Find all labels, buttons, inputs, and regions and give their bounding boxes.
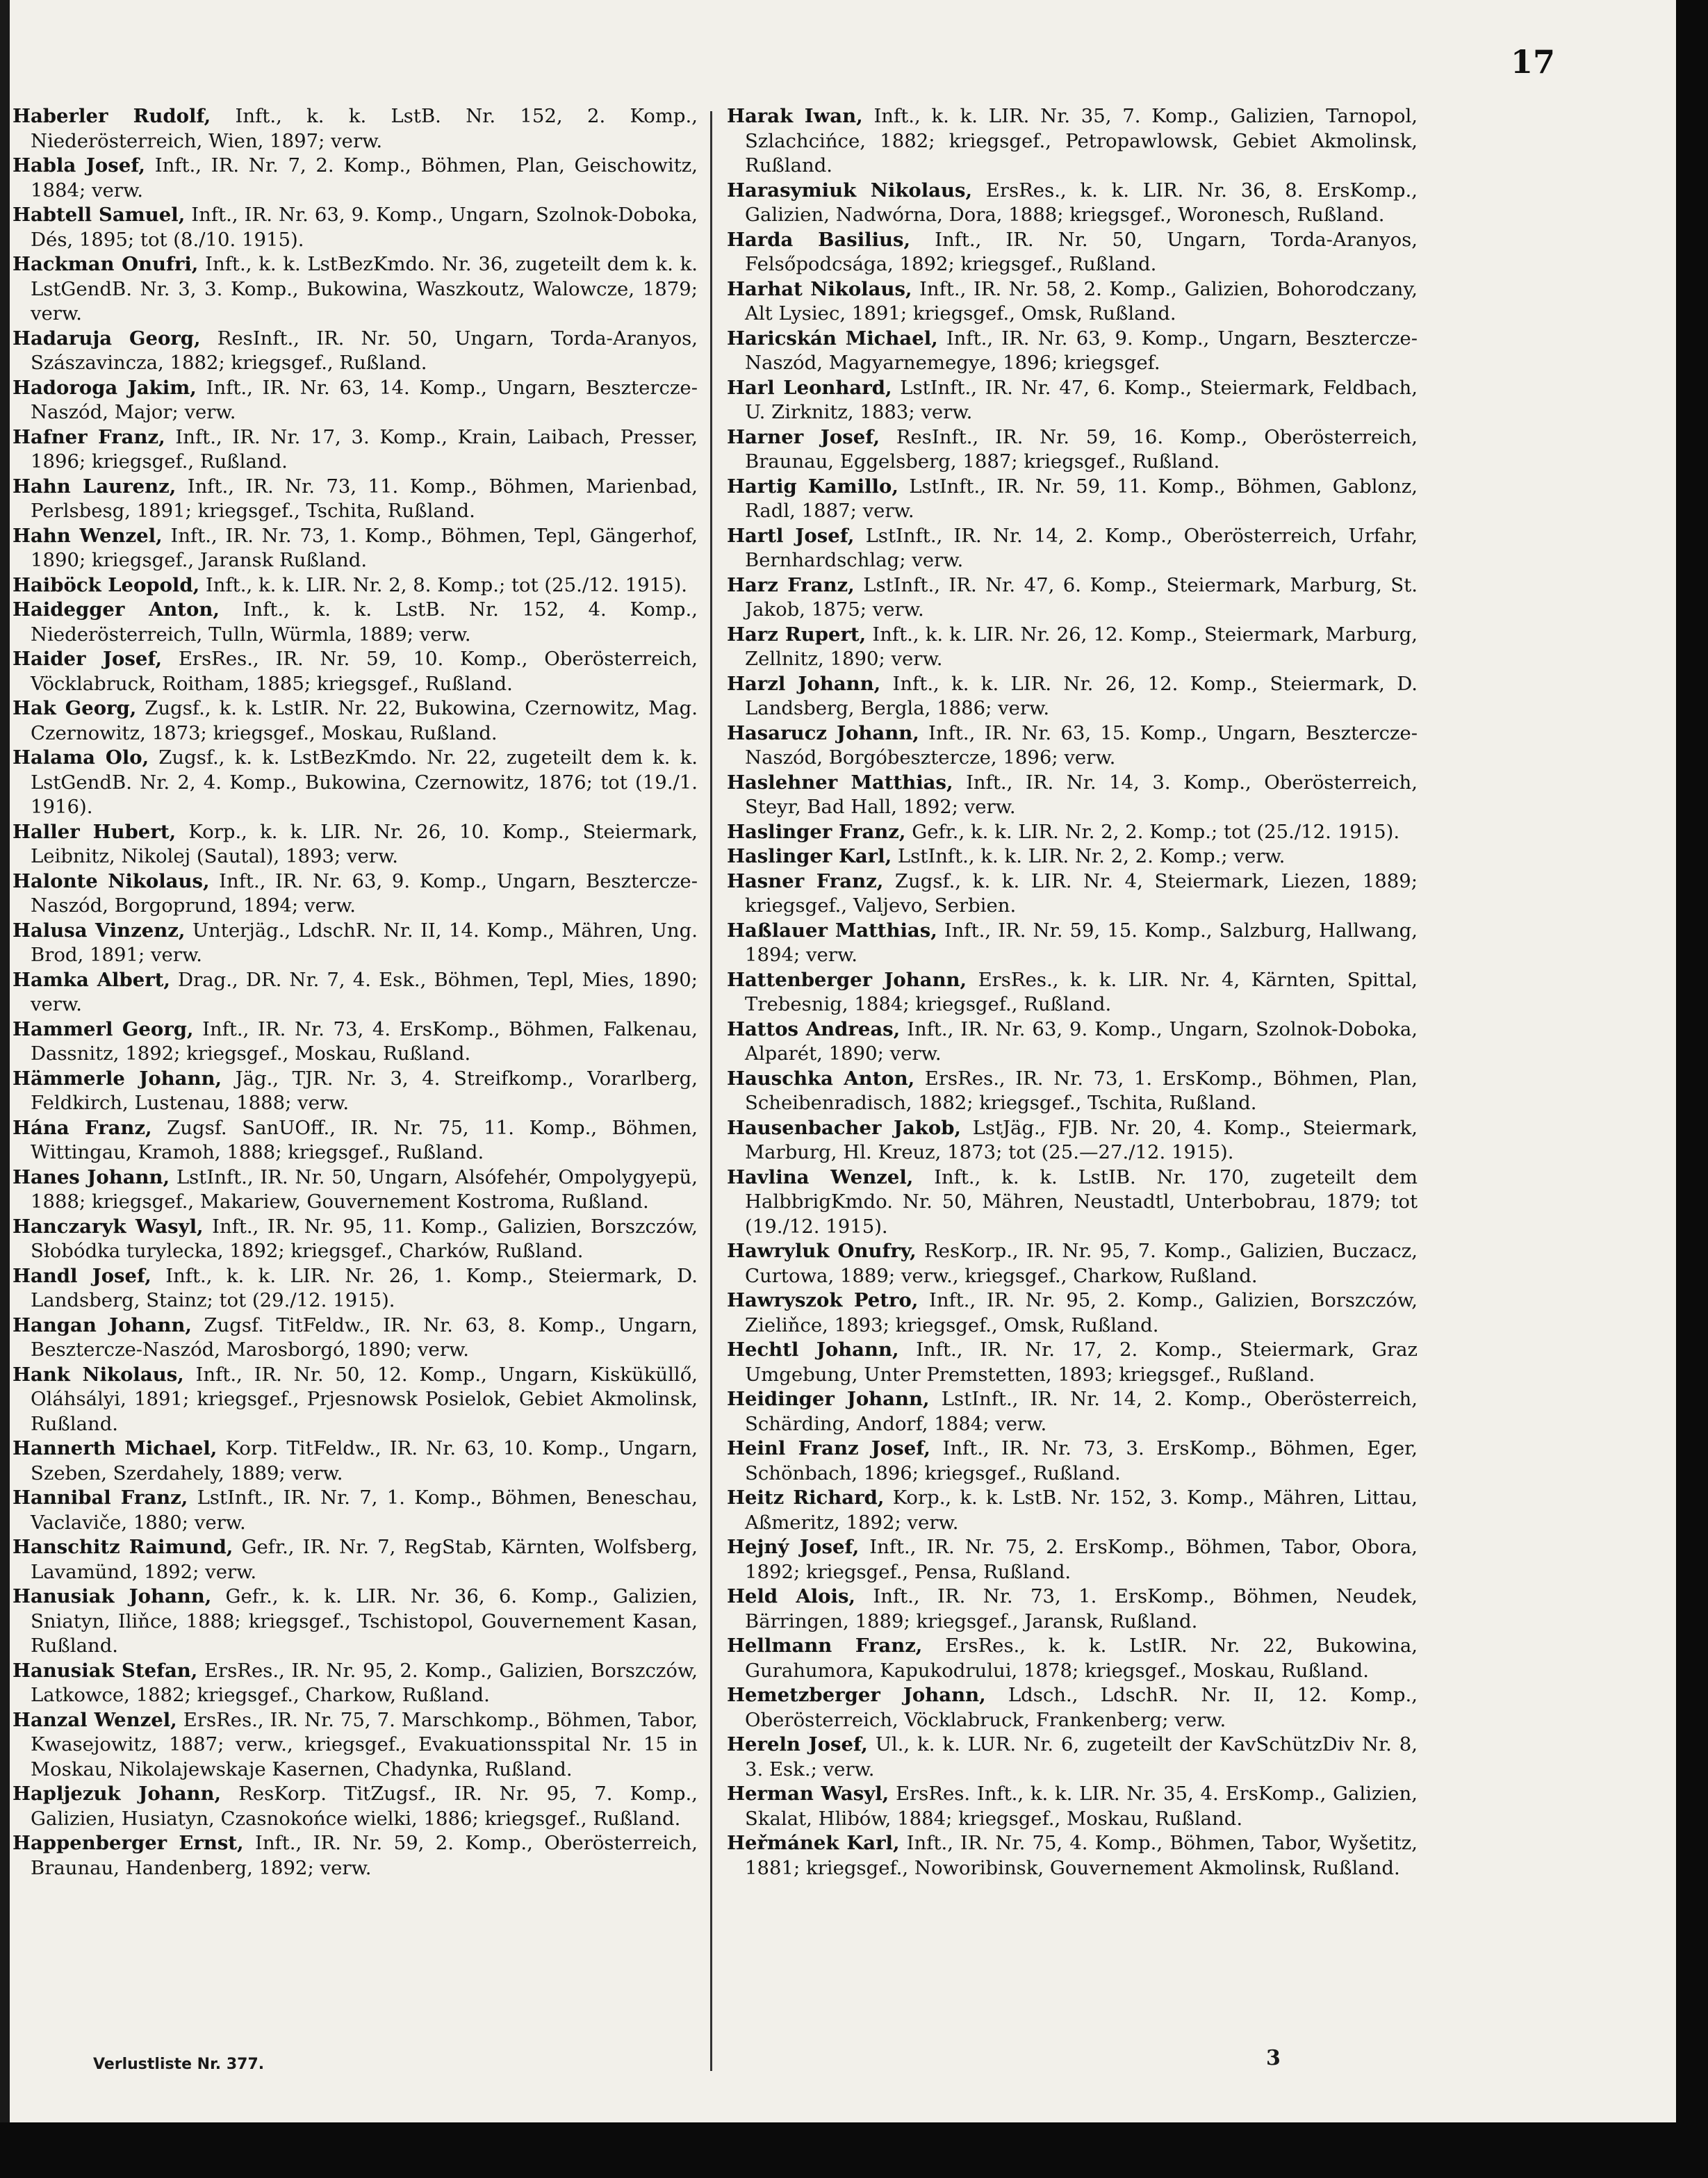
entry-details: Inft., IR. Nr. 50, Ungarn, Torda-Aranyos, Felsőpodcsága, 1892; kriegsgef., Rußland. bbox=[745, 228, 1418, 275]
entry-name: Heinl Franz Josef, bbox=[727, 1437, 931, 1459]
entry-details: Inft., k. k. LstB. Nr. 152, 4. Komp., Niederösterreich, Tulln, Würmla, 1889; verw. bbox=[31, 598, 698, 646]
entry-details: Inft., k. k. LstBezKmdo. Nr. 36, zugeteilt dem k. k. LstGendB. Nr. 3, 3. Komp., Bukowina, Waszkoutz, Walowcze, 1879; verw. bbox=[31, 253, 698, 325]
list-entry bbox=[727, 1017, 1418, 1067]
list-entry bbox=[727, 1288, 1418, 1338]
entry-name: Habla Josef, bbox=[13, 154, 145, 177]
entry-details: Inft., IR. Nr. 73, 1. ErsKomp., Böhmen, Neudek, Bärringen, 1889; kriegsgef., Jaransk, Rußland. bbox=[745, 1585, 1418, 1632]
list-entry bbox=[727, 844, 1418, 869]
entry-details: Inft., IR. Nr. 73, 11. Komp., Böhmen, Marienbad, Perlsbesg, 1891; kriegsgef., Tschita, Rußland. bbox=[31, 475, 698, 522]
column-divider bbox=[710, 111, 712, 2071]
entry-name: Hanczaryk Wasyl, bbox=[13, 1215, 204, 1238]
entry-details: Korp. TitFeldw., IR. Nr. 63, 10. Komp., Ungarn, Szeben, Szerdahely, 1889; verw. bbox=[31, 1437, 698, 1484]
entry-name: Halusa Vinzenz, bbox=[13, 919, 186, 942]
entry-name: Happenberger Ernst, bbox=[13, 1832, 244, 1854]
entry-details: Inft., IR. Nr. 63, 15. Komp., Ungarn, Besztercze-Naszód, Borgóbesztercze, 1896; verw. bbox=[745, 721, 1418, 769]
entry-name: Havlina Wenzel, bbox=[727, 1165, 914, 1188]
entry-details: ResInft., IR. Nr. 59, 16. Komp., Oberösterreich, Braunau, Eggelsberg, 1887; kriegsgef., Rußland. bbox=[745, 425, 1418, 473]
list-entry bbox=[727, 524, 1418, 573]
entry-details: Zugsf., k. k. LstBezKmdo. Nr. 22, zugeteilt dem k. k. LstGendB. Nr. 2, 4. Komp., Bukowina, Czernowitz, 1876; tot (19./1. 1916). bbox=[31, 746, 698, 818]
entry-name: Hanusiak Stefan, bbox=[13, 1659, 198, 1682]
entry-details: Korp., k. k. LstB. Nr. 152, 3. Komp., Mähren, Littau, Aßmeritz, 1892; verw. bbox=[745, 1487, 1418, 1534]
list-entry bbox=[727, 104, 1418, 179]
list-entry bbox=[727, 771, 1418, 820]
entry-details: ErsRes., IR. Nr. 73, 1. ErsKomp., Böhmen, Plan, Scheibenradisch, 1882; kriegsgef., Tschita, Rußland. bbox=[745, 1067, 1418, 1114]
list-entry bbox=[727, 1165, 1418, 1240]
list-entry bbox=[727, 820, 1418, 845]
entry-name: Hahn Laurenz, bbox=[13, 475, 176, 498]
entry-name: Haidegger Anton, bbox=[13, 598, 220, 621]
entry-name: Hellmann Franz, bbox=[727, 1635, 923, 1657]
list-entry bbox=[727, 1338, 1418, 1387]
list-entry bbox=[727, 1535, 1418, 1585]
entry-details: Ul., k. k. LUR. Nr. 6, zugeteilt der KavSchützDiv Nr. 8, 3. Esk.; verw. bbox=[745, 1733, 1418, 1780]
list-entry bbox=[13, 1017, 698, 1067]
entry-name: Haiböck Leopold, bbox=[13, 573, 200, 596]
right-column bbox=[727, 104, 1418, 2050]
entry-details: Inft., k. k. LstIB. Nr. 170, zugeteilt dem HalbbrigKmdo. Nr. 50, Mähren, Neustadtl, Unterbobrau, 1879; tot (19./12. 1915). bbox=[745, 1165, 1418, 1238]
entry-name: Haller Hubert, bbox=[13, 820, 176, 843]
entry-name: Hanschitz Raimund, bbox=[13, 1536, 233, 1558]
entry-details: ErsRes., IR. Nr. 95, 2. Komp., Galizien, Borszczów, Latkowce, 1882; kriegsgef., Charkow, Rußland. bbox=[31, 1659, 698, 1706]
entry-name: Harner Josef, bbox=[727, 425, 880, 448]
list-entry bbox=[727, 1683, 1418, 1733]
entry-details: ResKorp., IR. Nr. 95, 7. Komp., Galizien, Buczacz, Curtowa, 1889; verw., kriegsgef., Charkow, Rußland. bbox=[745, 1240, 1418, 1287]
entry-details: Inft., IR. Nr. 63, 14. Komp., Ungarn, Besztercze-Naszód, Major; verw. bbox=[31, 376, 698, 423]
entry-name: Haslehner Matthias, bbox=[727, 771, 953, 794]
entry-details: Drag., DR. Nr. 7, 4. Esk., Böhmen, Tepl, Mies, 1890; verw. bbox=[31, 968, 698, 1015]
entry-details: LstInft., IR. Nr. 47, 6. Komp., Steiermark, Marburg, St. Jakob, 1875; verw. bbox=[745, 573, 1418, 621]
entry-name: Hak Georg, bbox=[13, 697, 137, 719]
list-entry bbox=[727, 1116, 1418, 1165]
entry-details: Inft., k. k. LstB. Nr. 152, 2. Komp., Niederösterreich, Wien, 1897; verw. bbox=[31, 105, 698, 152]
entry-details: Inft., IR. Nr. 73, 3. ErsKomp., Böhmen, Eger, Schönbach, 1896; kriegsgef., Rußland. bbox=[745, 1437, 1418, 1484]
entry-details: ErsRes., IR. Nr. 59, 10. Komp., Oberösterreich, Vöcklabruck, Roitham, 1885; kriegsgef., Rußland. bbox=[31, 648, 698, 695]
list-entry bbox=[727, 376, 1418, 425]
list-entry bbox=[13, 1165, 698, 1215]
entry-details: Inft., k. k. LIR. Nr. 26, 1. Komp., Steiermark, D. Landsberg, Stainz; tot (29./12. 1915). bbox=[31, 1264, 698, 1311]
list-entry bbox=[727, 1067, 1418, 1116]
list-entry bbox=[13, 1313, 698, 1363]
entry-name: Hemetzberger Johann, bbox=[727, 1684, 986, 1706]
entry-details: Inft., IR. Nr. 59, 2. Komp., Oberösterreich, Braunau, Handenberg, 1892; verw. bbox=[31, 1832, 698, 1879]
list-entry bbox=[13, 1067, 698, 1116]
entry-name: Hadoroga Jakim, bbox=[13, 376, 197, 399]
entry-details: Inft., k. k. LIR. Nr. 26, 12. Komp., Steiermark, Marburg, Zellnitz, 1890; verw. bbox=[745, 623, 1418, 670]
entry-details: ErsRes., k. k. LstIR. Nr. 22, Bukowina, Gurahumora, Kapukodrului, 1878; kriegsgef., Moskau, Rußland. bbox=[745, 1635, 1418, 1682]
list-entry bbox=[13, 1831, 698, 1881]
entry-name: Hammerl Georg, bbox=[13, 1017, 194, 1040]
entry-name: Harz Rupert, bbox=[727, 623, 867, 646]
entry-name: Haßlauer Matthias, bbox=[727, 919, 937, 942]
entry-name: Hanusiak Johann, bbox=[13, 1585, 212, 1607]
entry-details: Ldsch., LdschR. Nr. II, 12. Komp., Oberösterreich, Vöcklabruck, Frankenberg; verw. bbox=[745, 1684, 1418, 1731]
entry-name: Hapljezuk Johann, bbox=[13, 1783, 222, 1805]
entry-name: Haider Josef, bbox=[13, 648, 163, 670]
entry-details: Inft., IR. Nr. 50, 12. Komp., Ungarn, Kisküküllő, Oláhsályi, 1891; kriegsgef., Prjesnowsk Posielok, Gebiet Akmolinsk, Rußland. bbox=[31, 1363, 698, 1435]
entry-details: Zugsf. SanUOff., IR. Nr. 75, 11. Komp., Böhmen, Wittingau, Kramoh, 1888; kriegsgef., Rußland. bbox=[31, 1116, 698, 1163]
list-entry bbox=[13, 1782, 698, 1831]
list-entry bbox=[727, 228, 1418, 277]
entry-name: Hartl Josef, bbox=[727, 524, 855, 547]
entry-name: Hahn Wenzel, bbox=[13, 524, 163, 547]
list-entry bbox=[727, 179, 1418, 228]
entry-details: Inft., IR. Nr. 14, 3. Komp., Oberösterreich, Steyr, Bad Hall, 1892; verw. bbox=[745, 771, 1418, 818]
entry-details: Inft., IR. Nr. 73, 4. ErsKomp., Böhmen, Falkenau, Dassnitz, 1892; kriegsgef., Moskau, Rußland. bbox=[31, 1017, 698, 1065]
entry-name: Heřmánek Karl, bbox=[727, 1832, 900, 1854]
entry-details: ErsRes., k. k. LIR. Nr. 36, 8. ErsKomp., Galizien, Nadwórna, Dora, 1888; kriegsgef., Woronesch, Rußland. bbox=[745, 179, 1418, 226]
entry-name: Hartig Kamillo, bbox=[727, 475, 898, 498]
entry-name: Halama Olo, bbox=[13, 746, 149, 769]
entry-details: Gefr., IR. Nr. 7, RegStab, Kärnten, Wolfsberg, Lavamünd, 1892; verw. bbox=[31, 1536, 698, 1583]
entry-name: Hamka Albert, bbox=[13, 968, 170, 991]
entry-details: ResKorp. TitZugsf., IR. Nr. 95, 7. Komp., Galizien, Husiatyn, Czasnokońce wielki, 1886; kriegsgef., Rußland. bbox=[31, 1783, 698, 1830]
entry-details: Inft., IR. Nr. 95, 11. Komp., Galizien, Borszczów, Słobódka turylecka, 1892; kriegsgef., Charków, Rußland. bbox=[31, 1215, 698, 1262]
entry-name: Hauschka Anton, bbox=[727, 1067, 915, 1090]
list-entry bbox=[727, 475, 1418, 524]
entry-details: Gefr., k. k. LIR. Nr. 2, 2. Komp.; tot (25./12. 1915). bbox=[905, 820, 1400, 843]
entry-details: Inft., IR. Nr. 63, 9. Komp., Ungarn, Szolnok-Doboka, Alparét, 1890; verw. bbox=[745, 1017, 1418, 1065]
list-entry bbox=[727, 277, 1418, 327]
entry-details: Inft., k. k. LIR. Nr. 35, 7. Komp., Galizien, Tarnopol, Szlachcińce, 1882; kriegsgef., Petropawlowsk, Gebiet Akmolinsk, Rußland. bbox=[745, 105, 1418, 177]
entry-name: Hejný Josef, bbox=[727, 1536, 860, 1558]
left-column bbox=[13, 104, 698, 2050]
entry-details: Inft., IR. Nr. 58, 2. Komp., Galizien, Bohorodczany, Alt Lysiec, 1891; kriegsgef., Omsk, Rußland. bbox=[745, 277, 1418, 325]
list-entry bbox=[727, 573, 1418, 623]
entry-details: ErsRes. Inft., k. k. LIR. Nr. 35, 4. ErsKomp., Galizien, Skalat, Hlibów, 1884; kriegsgef., Moskau, Rußland. bbox=[745, 1783, 1418, 1830]
list-entry bbox=[727, 869, 1418, 919]
list-entry bbox=[727, 919, 1418, 968]
entry-name: Hafner Franz, bbox=[13, 425, 165, 448]
entry-details: ErsRes., IR. Nr. 75, 7. Marschkomp., Böhmen, Tabor, Kwasejowitz, 1887; verw., kriegsgef., Evakuationsspital Nr. 15 in Moskau, Nikolajewskaje Kasernen, Chadynka, Rußland. bbox=[31, 1708, 698, 1780]
entry-details: Jäg., TJR. Nr. 3, 4. Streifkomp., Vorarlberg, Feldkirch, Lustenau, 1888; verw. bbox=[31, 1067, 698, 1114]
entry-name: Heidinger Johann, bbox=[727, 1388, 930, 1410]
entry-details: LstInft., IR. Nr. 50, Ungarn, Alsófehér, Ompolygyepü, 1888; kriegsgef., Makariew, Gouvernement Kostroma, Rußland. bbox=[31, 1165, 698, 1213]
entry-details: Inft., IR. Nr. 7, 2. Komp., Böhmen, Plan, Geischowitz, 1884; verw. bbox=[31, 154, 698, 202]
entry-details: LstInft., IR. Nr. 47, 6. Komp., Steiermark, Feldbach, U. Zirknitz, 1883; verw. bbox=[745, 376, 1418, 423]
list-entry bbox=[727, 721, 1418, 771]
scan-bottom-edge bbox=[0, 2122, 1708, 2178]
list-entry bbox=[13, 104, 698, 154]
entry-details: ErsRes., k. k. LIR. Nr. 4, Kärnten, Spittal, Trebesnig, 1884; kriegsgef., Rußland. bbox=[745, 968, 1418, 1015]
entry-name: Hackman Onufri, bbox=[13, 253, 199, 275]
entry-name: Hämmerle Johann, bbox=[13, 1067, 222, 1090]
list-entry bbox=[13, 327, 698, 376]
list-entry bbox=[13, 154, 698, 203]
entry-name: Hanzal Wenzel, bbox=[13, 1708, 177, 1731]
entry-name: Heitz Richard, bbox=[727, 1487, 885, 1509]
list-entry bbox=[13, 869, 698, 919]
entry-details: LstInft., IR. Nr. 59, 11. Komp., Böhmen, Gablonz, Radl, 1887; verw. bbox=[745, 475, 1418, 522]
entry-name: Hadaruja Georg, bbox=[13, 327, 201, 350]
entry-details: Inft., IR. Nr. 73, 1. Komp., Böhmen, Tepl, Gängerhof, 1890; kriegsgef., Jaransk Rußland. bbox=[31, 524, 698, 571]
entry-details: Zugsf., k. k. LIR. Nr. 4, Steiermark, Liezen, 1889; kriegsgef., Valjevo, Serbien. bbox=[745, 869, 1418, 917]
entry-name: Haberler Rudolf, bbox=[13, 105, 211, 127]
list-entry bbox=[727, 1782, 1418, 1831]
list-entry bbox=[13, 1116, 698, 1165]
entry-details: Korp., k. k. LIR. Nr. 26, 10. Komp., Steiermark, Leibnitz, Nikolej (Sautal), 1893; verw. bbox=[31, 820, 698, 867]
entry-details: Inft., IR. Nr. 63, 9. Komp., Ungarn, Besztercze-Naszód, Borgoprund, 1894; verw. bbox=[31, 869, 698, 917]
list-entry bbox=[13, 1535, 698, 1585]
list-entry bbox=[13, 820, 698, 869]
list-entry bbox=[13, 746, 698, 820]
entry-name: Harasymiuk Nikolaus, bbox=[727, 179, 973, 202]
entry-name: Hasarucz Johann, bbox=[727, 721, 919, 744]
footer-list-number: Verlustliste Nr. 377. bbox=[93, 2056, 265, 2073]
entry-details: Inft., IR. Nr. 17, 2. Komp., Steiermark, Graz Umgebung, Unter Premstetten, 1893; kriegsgef., Rußland. bbox=[745, 1338, 1418, 1386]
list-entry bbox=[13, 376, 698, 425]
list-entry bbox=[13, 524, 698, 573]
list-entry bbox=[727, 1387, 1418, 1436]
list-entry bbox=[727, 623, 1418, 672]
list-entry bbox=[13, 1436, 698, 1486]
scan-right-edge bbox=[1676, 0, 1708, 2178]
list-entry bbox=[13, 425, 698, 475]
footer-signature-mark: 3 bbox=[1266, 2046, 1281, 2070]
list-entry bbox=[13, 1659, 698, 1708]
entry-details: Inft., IR. Nr. 95, 2. Komp., Galizien, Borszczów, Zieliňce, 1893; kriegsgef., Omsk, Rußland. bbox=[745, 1289, 1418, 1336]
entry-name: Hattos Andreas, bbox=[727, 1017, 901, 1040]
entry-details: Gefr., k. k. LIR. Nr. 36, 6. Komp., Galizien, Sniatyn, Iliňce, 1888; kriegsgef., Tschistopol, Gouvernement Kasan, Rußland. bbox=[31, 1585, 698, 1657]
entry-details: LstInft., IR. Nr. 7, 1. Komp., Böhmen, Beneschau, Vaclaviče, 1880; verw. bbox=[31, 1487, 698, 1534]
list-entry bbox=[13, 598, 698, 647]
list-entry bbox=[727, 1634, 1418, 1683]
list-entry bbox=[727, 1831, 1418, 1881]
entry-details: Inft., k. k. LIR. Nr. 2, 8. Komp.; tot (25./12. 1915). bbox=[199, 573, 688, 596]
list-entry bbox=[727, 1733, 1418, 1782]
entry-name: Harak Iwan, bbox=[727, 105, 863, 127]
entry-name: Haslinger Franz, bbox=[727, 820, 906, 843]
list-entry bbox=[727, 1585, 1418, 1634]
list-entry bbox=[727, 968, 1418, 1017]
list-entry bbox=[13, 696, 698, 746]
list-entry bbox=[727, 1436, 1418, 1486]
entry-name: Harda Basilius, bbox=[727, 228, 911, 251]
entry-details: Zugsf. TitFeldw., IR. Nr. 63, 8. Komp., Ungarn, Besztercze-Naszód, Marosborgó, 1890; verw. bbox=[31, 1313, 698, 1361]
list-entry bbox=[13, 203, 698, 252]
entry-details: LstInft., k. k. LIR. Nr. 2, 2. Komp.; verw. bbox=[892, 845, 1286, 867]
entry-details: Inft., IR. Nr. 75, 4. Komp., Böhmen, Tabor, Wyšetitz, 1881; kriegsgef., Noworibinsk, Gouvernement Akmolinsk, Rußland. bbox=[745, 1832, 1418, 1879]
list-entry bbox=[13, 573, 698, 598]
entry-details: Inft., IR. Nr. 59, 15. Komp., Salzburg, Hallwang, 1894; verw. bbox=[745, 919, 1418, 966]
list-entry bbox=[13, 1708, 698, 1783]
entry-name: Hausenbacher Jakob, bbox=[727, 1116, 961, 1139]
list-entry bbox=[727, 1486, 1418, 1535]
entry-name: Hawryluk Onufry, bbox=[727, 1240, 917, 1262]
entry-details: Unterjäg., LdschR. Nr. II, 14. Komp., Mähren, Ung. Brod, 1891; verw. bbox=[31, 919, 698, 966]
entry-name: Haslinger Karl, bbox=[727, 845, 892, 867]
entry-name: Hechtl Johann, bbox=[727, 1338, 899, 1361]
list-entry bbox=[13, 1215, 698, 1264]
list-entry bbox=[13, 475, 698, 524]
entry-name: Handl Josef, bbox=[13, 1264, 151, 1287]
entry-name: Haricskán Michael, bbox=[727, 327, 938, 350]
entry-details: LstInft., IR. Nr. 14, 2. Komp., Oberösterreich, Urfahr, Bernhardschlag; verw. bbox=[745, 524, 1418, 571]
list-entry bbox=[13, 1264, 698, 1313]
list-entry bbox=[727, 1239, 1418, 1288]
entry-details: Inft., IR. Nr. 75, 2. ErsKomp., Böhmen, Tabor, Obora, 1892; kriegsgef., Pensa, Rußland. bbox=[745, 1536, 1418, 1583]
entry-name: Hanes Johann, bbox=[13, 1165, 170, 1188]
entry-name: Hána Franz, bbox=[13, 1116, 152, 1139]
entry-details: ResInft., IR. Nr. 50, Ungarn, Torda-Aranyos, Szászavincza, 1882; kriegsgef., Rußland. bbox=[31, 327, 698, 374]
entry-name: Harz Franz, bbox=[727, 573, 855, 596]
list-entry bbox=[13, 1486, 698, 1535]
list-entry bbox=[13, 1363, 698, 1437]
list-entry bbox=[727, 425, 1418, 475]
entry-details: Inft., k. k. LIR. Nr. 26, 12. Komp., Steiermark, D. Landsberg, Bergla, 1886; verw. bbox=[745, 672, 1418, 719]
entry-details: Inft., IR. Nr. 63, 9. Komp., Ungarn, Besztercze-Naszód, Magyarnemegye, 1896; kriegsgef. bbox=[745, 327, 1418, 374]
entry-name: Harhat Nikolaus, bbox=[727, 277, 912, 300]
entry-name: Hannerth Michael, bbox=[13, 1437, 217, 1459]
entry-name: Harl Leonhard, bbox=[727, 376, 892, 399]
entry-name: Hangan Johann, bbox=[13, 1313, 192, 1336]
list-entry bbox=[13, 919, 698, 968]
entry-name: Hasner Franz, bbox=[727, 869, 884, 892]
list-entry bbox=[13, 252, 698, 327]
list-entry bbox=[727, 672, 1418, 721]
list-entry bbox=[13, 968, 698, 1017]
entry-name: Hannibal Franz, bbox=[13, 1487, 188, 1509]
entry-name: Hereln Josef, bbox=[727, 1733, 868, 1755]
page-number: 17 bbox=[1510, 43, 1555, 81]
entry-details: LstJäg., FJB. Nr. 20, 4. Komp., Steiermark, Marburg, Hl. Kreuz, 1873; tot (25.—27./12. 1915). bbox=[745, 1116, 1418, 1163]
list-entry bbox=[13, 1585, 698, 1659]
entry-details: Inft., IR. Nr. 63, 9. Komp., Ungarn, Szolnok-Doboka, Dés, 1895; tot (8./10. 1915). bbox=[31, 204, 698, 251]
list-entry bbox=[13, 647, 698, 696]
entry-name: Herman Wasyl, bbox=[727, 1783, 889, 1805]
list-entry bbox=[727, 327, 1418, 376]
entry-name: Held Alois, bbox=[727, 1585, 855, 1607]
entry-name: Halonte Nikolaus, bbox=[13, 869, 210, 892]
scan-left-edge bbox=[0, 0, 10, 2178]
entry-details: Zugsf., k. k. LstIR. Nr. 22, Bukowina, Czernowitz, Mag. Czernowitz, 1873; kriegsgef., Moskau, Rußland. bbox=[31, 697, 698, 744]
entry-name: Hattenberger Johann, bbox=[727, 968, 967, 991]
entry-details: Inft., IR. Nr. 17, 3. Komp., Krain, Laibach, Presser, 1896; kriegsgef., Rußland. bbox=[31, 425, 698, 473]
entry-name: Hank Nikolaus, bbox=[13, 1363, 184, 1386]
entry-name: Habtell Samuel, bbox=[13, 204, 186, 226]
entry-name: Harzl Johann, bbox=[727, 672, 881, 695]
entry-details: LstInft., IR. Nr. 14, 2. Komp., Oberösterreich, Schärding, Andorf, 1884; verw. bbox=[745, 1388, 1418, 1435]
entry-name: Hawryszok Petro, bbox=[727, 1289, 919, 1311]
